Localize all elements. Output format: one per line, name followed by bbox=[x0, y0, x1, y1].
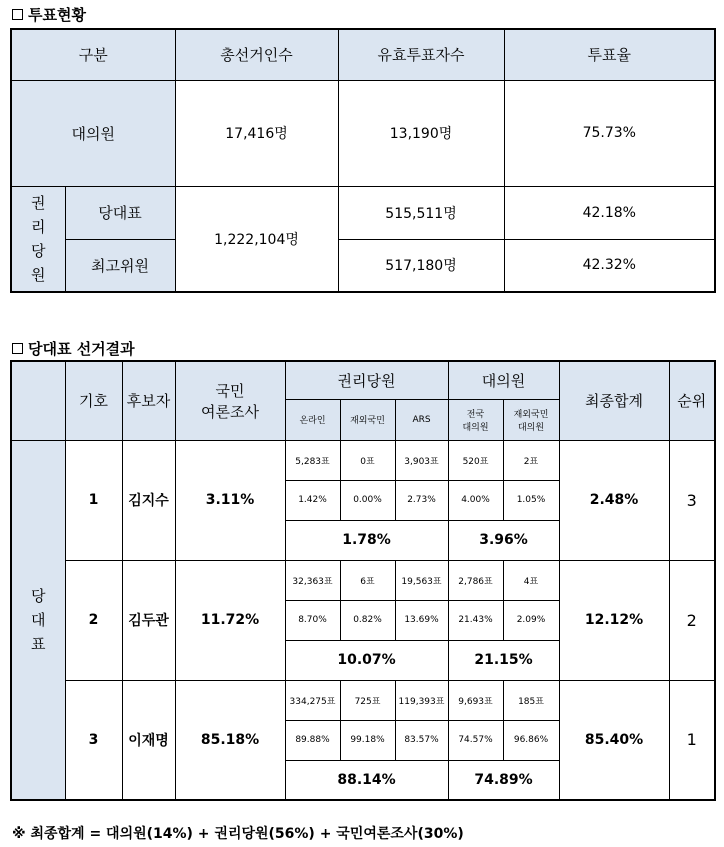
subheader-overseas: 재외국민 bbox=[340, 399, 395, 440]
votes-online: 32,363표 bbox=[285, 560, 340, 600]
delegates-total: 74.89% bbox=[448, 760, 559, 800]
pct-overseas-delegates: 2.09% bbox=[503, 600, 559, 640]
supreme-council-valid-voters: 517,180명 bbox=[338, 239, 504, 292]
rights-members-total: 88.14% bbox=[285, 760, 448, 800]
vote-status-heading bbox=[12, 4, 86, 25]
votes-overseas: 6표 bbox=[340, 560, 395, 600]
rights-members-electorate: 1,222,104명 bbox=[175, 186, 338, 292]
header-final-total: 최종합계 bbox=[559, 361, 669, 440]
pct-ars: 2.73% bbox=[395, 480, 448, 520]
header-valid-voters: 유효투표자수 bbox=[338, 29, 504, 80]
category-char: 당 bbox=[31, 586, 46, 605]
votes-national-delegates: 520표 bbox=[448, 440, 503, 480]
header-rank: 순위 bbox=[669, 361, 715, 440]
rights-char: 당 bbox=[31, 241, 46, 260]
overseas-delegates-line1: 재외국민 bbox=[513, 409, 549, 420]
votes-overseas-delegates: 185표 bbox=[503, 680, 559, 720]
delegates-valid-voters: 13,190명 bbox=[338, 80, 504, 186]
rights-char: 리 bbox=[31, 217, 46, 236]
pct-ars: 13.69% bbox=[395, 600, 448, 640]
votes-overseas-delegates: 4표 bbox=[503, 560, 559, 600]
header-national-poll bbox=[175, 361, 285, 440]
party-leader-valid-voters: 515,511명 bbox=[338, 186, 504, 239]
national-line1: 전국 bbox=[466, 409, 485, 420]
candidate-final: 2.48% bbox=[559, 440, 669, 560]
subheader-ars: ARS bbox=[395, 399, 448, 440]
candidate-name: 김지수 bbox=[122, 440, 175, 560]
delegates-turnout: 75.73% bbox=[504, 80, 715, 186]
candidate-poll: 11.72% bbox=[175, 560, 285, 680]
candidate-rank: 1 bbox=[669, 680, 715, 800]
votes-national-delegates: 2,786표 bbox=[448, 560, 503, 600]
header-turnout: 투표율 bbox=[504, 29, 715, 80]
category-party-leader bbox=[11, 440, 65, 800]
subheader-national-delegates bbox=[448, 399, 503, 440]
votes-overseas-delegates: 2표 bbox=[503, 440, 559, 480]
rights-members-total: 10.07% bbox=[285, 640, 448, 680]
national-line2: 대의원 bbox=[462, 422, 489, 433]
pct-overseas-delegates: 1.05% bbox=[503, 480, 559, 520]
election-results-table bbox=[10, 360, 716, 801]
poll-line2: 여론조사 bbox=[201, 402, 259, 421]
row-label-party-leader: 당대표 bbox=[65, 186, 175, 239]
rights-char: 권 bbox=[31, 193, 46, 212]
votes-online: 5,283표 bbox=[285, 440, 340, 480]
votes-overseas: 725표 bbox=[340, 680, 395, 720]
header-blank-corner bbox=[11, 361, 65, 440]
subheader-online: 온라인 bbox=[285, 399, 340, 440]
candidate-poll: 3.11% bbox=[175, 440, 285, 560]
votes-ars: 3,903표 bbox=[395, 440, 448, 480]
header-electorate: 총선거인수 bbox=[175, 29, 338, 80]
candidate-name: 김두관 bbox=[122, 560, 175, 680]
candidate-poll: 85.18% bbox=[175, 680, 285, 800]
pct-overseas-delegates: 96.86% bbox=[503, 720, 559, 760]
category-char: 표 bbox=[31, 634, 46, 653]
votes-national-delegates: 9,693표 bbox=[448, 680, 503, 720]
pct-overseas: 99.18% bbox=[340, 720, 395, 760]
candidate-final: 12.12% bbox=[559, 560, 669, 680]
final-total-formula: ※ 최종합계 = 대의원(14%) + 권리당원(56%) + 국민여론조사(30%) bbox=[12, 826, 464, 842]
pct-ars: 83.57% bbox=[395, 720, 448, 760]
header-number: 기호 bbox=[65, 361, 122, 440]
pct-online: 1.42% bbox=[285, 480, 340, 520]
subheader-overseas-delegates bbox=[503, 399, 559, 440]
checkbox-square-icon bbox=[12, 9, 23, 20]
vote-status-heading-text: 투표현황 bbox=[28, 6, 86, 24]
vote-status-table bbox=[10, 28, 716, 293]
header-rights-members: 권리당원 bbox=[285, 361, 448, 399]
pct-national-delegates: 4.00% bbox=[448, 480, 503, 520]
row-label-supreme-council: 최고위원 bbox=[65, 239, 175, 292]
checkbox-square-icon bbox=[12, 343, 23, 354]
votes-ars: 19,563표 bbox=[395, 560, 448, 600]
pct-online: 8.70% bbox=[285, 600, 340, 640]
party-leader-turnout: 42.18% bbox=[504, 186, 715, 239]
rights-char: 원 bbox=[31, 265, 46, 284]
poll-line1: 국민 bbox=[215, 381, 245, 400]
election-results-heading bbox=[12, 338, 135, 359]
row-label-rights-members bbox=[11, 186, 65, 292]
candidate-name: 이재명 bbox=[122, 680, 175, 800]
row-label-delegates: 대의원 bbox=[11, 80, 175, 186]
votes-overseas: 0표 bbox=[340, 440, 395, 480]
header-delegates: 대의원 bbox=[448, 361, 559, 399]
pct-online: 89.88% bbox=[285, 720, 340, 760]
candidate-number: 3 bbox=[65, 680, 122, 800]
header-category: 구분 bbox=[11, 29, 175, 80]
overseas-delegates-line2: 대의원 bbox=[517, 422, 545, 433]
pct-national-delegates: 74.57% bbox=[448, 720, 503, 760]
candidate-rank: 3 bbox=[669, 440, 715, 560]
rights-members-total: 1.78% bbox=[285, 520, 448, 560]
election-results-heading-text: 당대표 선거결과 bbox=[28, 340, 135, 358]
delegates-total: 3.96% bbox=[448, 520, 559, 560]
delegates-total: 21.15% bbox=[448, 640, 559, 680]
votes-ars: 119,393표 bbox=[395, 680, 448, 720]
candidate-rank: 2 bbox=[669, 560, 715, 680]
category-char: 대 bbox=[31, 610, 46, 629]
pct-overseas: 0.00% bbox=[340, 480, 395, 520]
supreme-council-turnout: 42.32% bbox=[504, 239, 715, 292]
candidate-final: 85.40% bbox=[559, 680, 669, 800]
candidate-number: 2 bbox=[65, 560, 122, 680]
pct-overseas: 0.82% bbox=[340, 600, 395, 640]
delegates-electorate: 17,416명 bbox=[175, 80, 338, 186]
votes-online: 334,275표 bbox=[285, 680, 340, 720]
candidate-number: 1 bbox=[65, 440, 122, 560]
pct-national-delegates: 21.43% bbox=[448, 600, 503, 640]
header-candidate: 후보자 bbox=[122, 361, 175, 440]
